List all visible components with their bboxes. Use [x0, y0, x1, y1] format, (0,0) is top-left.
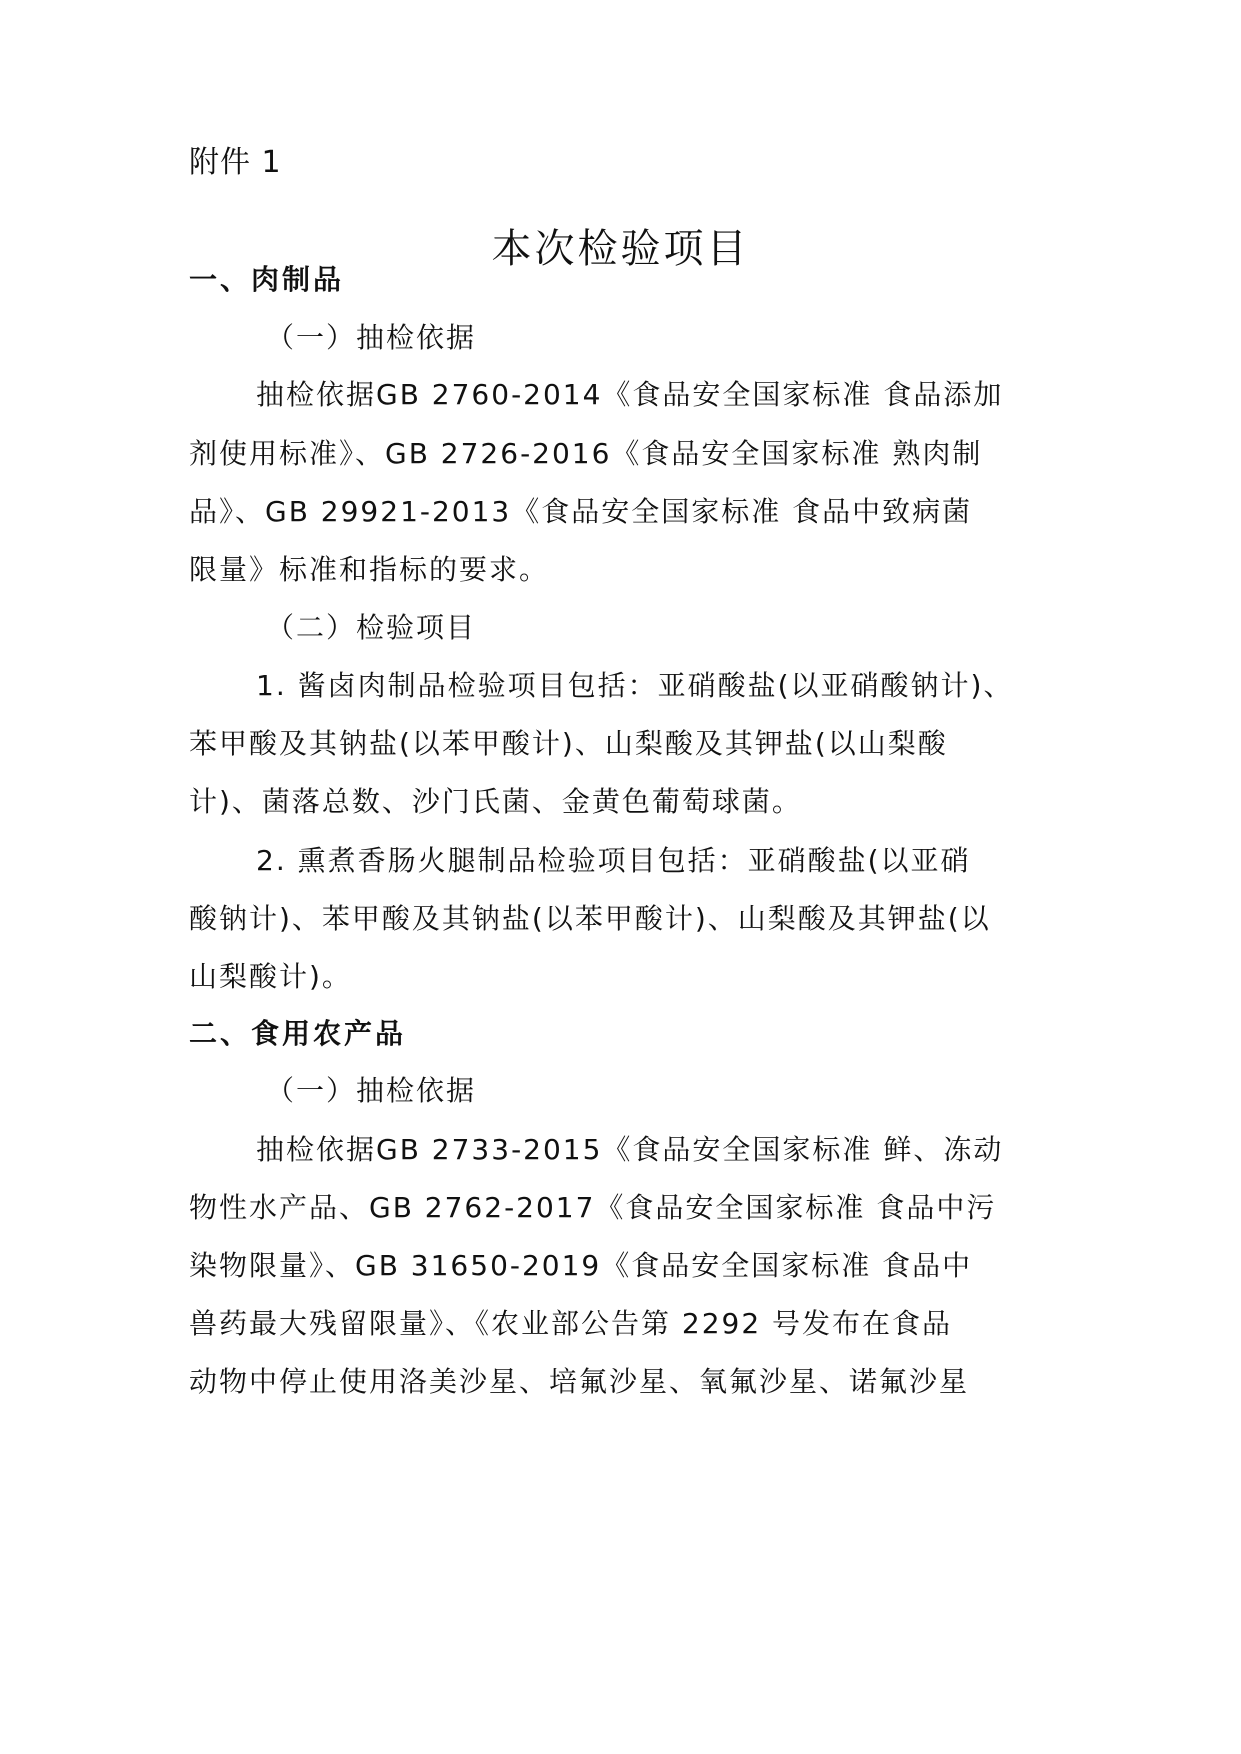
attachment-label: 附件 1 [189, 145, 282, 180]
paragraph-line: 兽药最大残留限量》、《农业部公告第 2292 号发布在食品 [189, 1307, 953, 1340]
paragraph-line: 酸钠计)、苯甲酸及其钠盐(以苯甲酸计)、山梨酸及其钾盐(以 [189, 902, 991, 935]
paragraph-line: 剂使用标准》、GB 2726-2016《食品安全国家标准 熟肉制 [189, 437, 983, 470]
paragraph-line: 计)、菌落总数、沙门氏菌、金黄色葡萄球菌。 [189, 785, 802, 818]
section-heading-agricultural-products: 二、食用农产品 [189, 1017, 407, 1050]
paragraph-line: 1. 酱卤肉制品检验项目包括：亚硝酸盐(以亚硝酸钠计)、 [256, 669, 1014, 702]
section-heading-meat-products: 一、肉制品 [189, 263, 345, 296]
subsection-heading-basis: （一）抽检依据 [266, 1074, 477, 1107]
page-title: 本次检验项目 [491, 226, 750, 272]
paragraph-line: 苯甲酸及其钠盐(以苯甲酸计)、山梨酸及其钾盐(以山梨酸 [189, 727, 948, 760]
paragraph-line: 动物中停止使用洛美沙星、培氟沙星、氧氟沙星、诺氟沙星 [189, 1365, 970, 1398]
subsection-heading-items: （二）检验项目 [266, 611, 477, 644]
paragraph-line: 染物限量》、GB 31650-2019《食品安全国家标准 食品中 [189, 1249, 973, 1282]
subsection-heading-basis: （一）抽检依据 [266, 321, 477, 354]
paragraph-line: 物性水产品、GB 2762-2017《食品安全国家标准 食品中污 [189, 1191, 997, 1224]
paragraph-line: 品》、GB 29921-2013《食品安全国家标准 食品中致病菌 [189, 495, 973, 528]
paragraph-line: 限量》标准和指标的要求。 [189, 553, 550, 586]
paragraph-line: 山梨酸计)。 [189, 960, 352, 993]
paragraph-line: 抽检依据GB 2733-2015《食品安全国家标准 鲜、冻动 [256, 1133, 1004, 1166]
paragraph-line: 抽检依据GB 2760-2014《食品安全国家标准 食品添加 [256, 378, 1004, 411]
paragraph-line: 2. 熏煮香肠火腿制品检验项目包括：亚硝酸盐(以亚硝 [256, 844, 971, 877]
